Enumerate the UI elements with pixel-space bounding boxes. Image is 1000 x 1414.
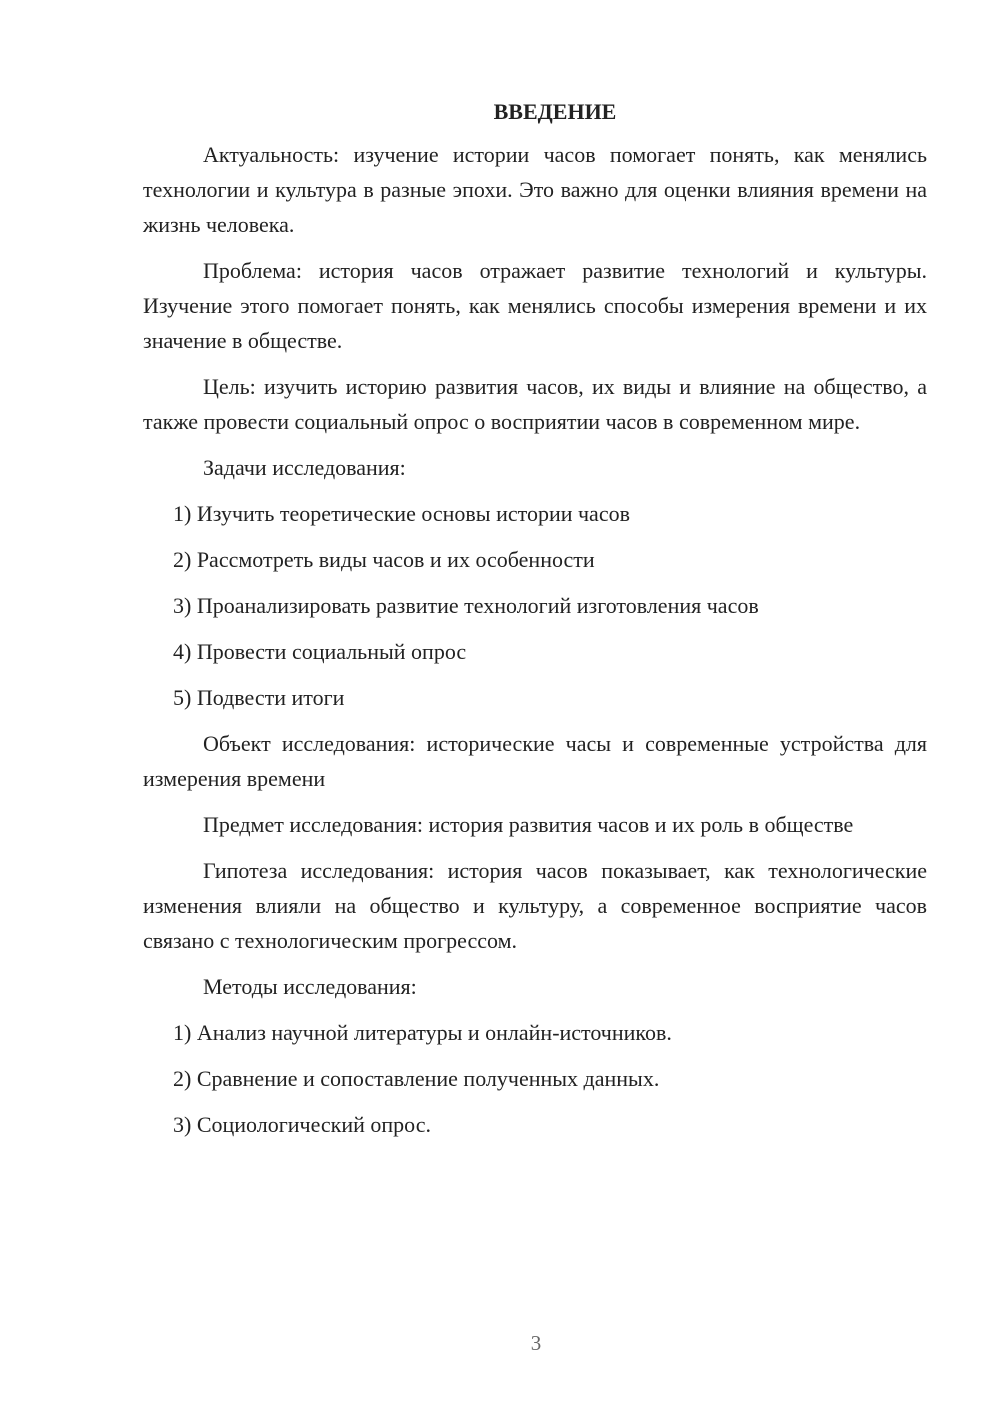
method-item: 2) Сравнение и сопоставление полученных данных. bbox=[173, 1066, 660, 1091]
object-paragraph: Объект исследования: исторические часы и современные устройства для измерения времени bbox=[143, 731, 927, 791]
problem-paragraph: Проблема: история часов отражает развитие технологий и культуры. Изучение этого помогает понять, как менялись способы измерения времени и их значение в обществе. bbox=[143, 258, 927, 353]
hypothesis-paragraph: Гипотеза исследования: история часов показывает, как технологические изменения влияли на общество и культуру, а современное восприятие часов связано с технологическим прогрессом. bbox=[143, 858, 927, 953]
methods-label: Методы исследования: bbox=[203, 974, 417, 999]
page-number: 3 bbox=[530, 1331, 542, 1355]
method-item: 1) Анализ научной литературы и онлайн-источников. bbox=[173, 1020, 672, 1045]
methods-list bbox=[143, 1015, 927, 1142]
task-item: 2) Рассмотреть виды часов и их особенности bbox=[173, 547, 595, 572]
task-item: 5) Подвести итоги bbox=[173, 685, 345, 710]
task-item: 1) Изучить теоретические основы истории часов bbox=[173, 501, 630, 526]
page-title: ВВЕДЕНИЕ bbox=[493, 99, 617, 124]
subject-paragraph: Предмет исследования: история развития часов и их роль в обществе bbox=[203, 812, 854, 837]
task-item: 4) Провести социальный опрос bbox=[173, 639, 467, 664]
method-item: 3) Социологический опрос. bbox=[173, 1112, 431, 1137]
tasks-label: Задачи исследования: bbox=[203, 455, 406, 480]
tasks-list bbox=[143, 496, 927, 715]
goal-paragraph: Цель: изучить историю развития часов, их виды и влияние на общество, а также провести социальный опрос о восприятии часов в современном мире. bbox=[143, 374, 927, 434]
relevance-paragraph: Актуальность: изучение истории часов помогает понять, как менялись технологии и культура в разные эпохи. Это важно для оценки влияния времени на жизнь человека. bbox=[143, 142, 927, 237]
task-item: 3) Проанализировать развитие технологий изготовления часов bbox=[173, 593, 759, 618]
